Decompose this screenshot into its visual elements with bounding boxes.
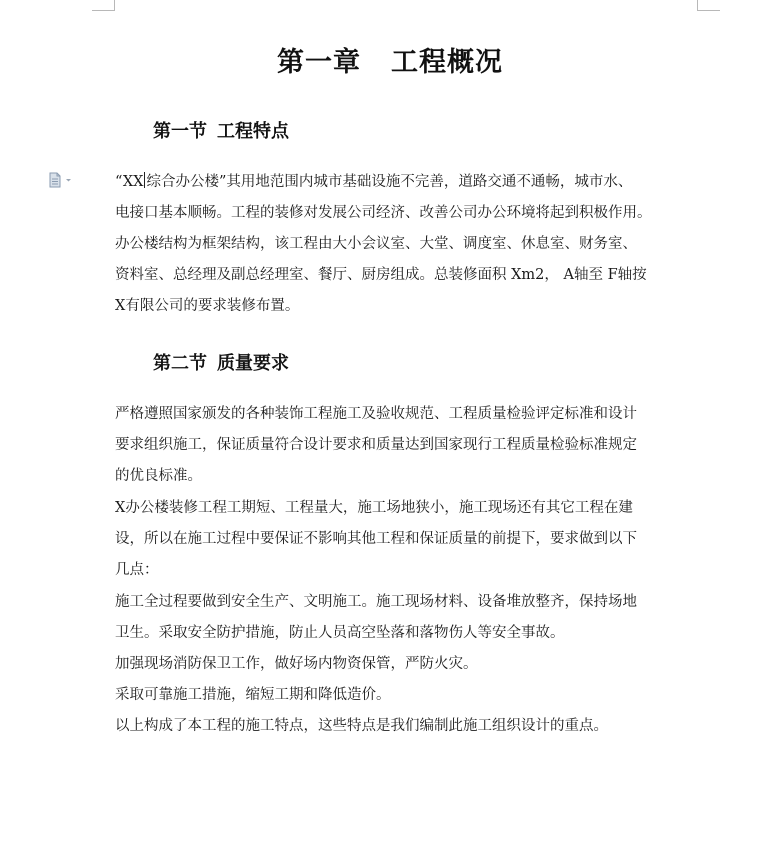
- page-corner-mark-left: [92, 0, 115, 11]
- paragraph-line: 施工全过程要做到安全生产、文明施工。施工现场材料、设备堆放整齐，保持场地: [115, 594, 637, 610]
- paragraph-line: 办公楼结构为框架结构，该工程由大小会议室、大堂、调度室、休息室、财务室、: [115, 236, 637, 252]
- chevron-down-icon: [66, 179, 71, 182]
- section-name: 质量要求: [217, 353, 289, 374]
- paragraph-line: 卫生。采取安全防护措施，防止人员高空坠落和落物伤人等安全事故。: [115, 625, 565, 641]
- paragraph-line: 的优良标准。: [115, 468, 202, 484]
- section-number: 第二节: [153, 353, 207, 374]
- document-icon: [48, 172, 74, 188]
- paragraph-line: 加强现场消防保卫工作，做好场内物资保管，严防火灾。: [115, 656, 478, 672]
- line-text-end: 综合办公楼”其用地范围内城市基础设施不完善，道路交通不通畅，城市水、: [146, 174, 633, 190]
- paragraph-line: X有限公司的要求装修布置。: [115, 298, 300, 314]
- paragraph-menu-button[interactable]: [48, 172, 74, 188]
- paragraph-line: 几点：: [115, 562, 159, 578]
- paragraph-line: [115, 172, 632, 192]
- chapter-name: 工程概况: [391, 47, 503, 78]
- paragraph-line: 电接口基本顺畅。工程的装修对发展公司经济、改善公司办公环境将起到积极作用。: [115, 205, 652, 221]
- line-text-start: “XX: [115, 174, 144, 190]
- paragraph-line: X办公楼装修工程工期短、工程量大，施工场地狭小，施工现场还有其它工程在建: [115, 500, 633, 516]
- paragraph-line: 以上构成了本工程的施工特点，这些特点是我们编制此施工组织设计的重点。: [115, 718, 608, 734]
- chapter-title: [0, 40, 780, 79]
- section-number: 第一节: [153, 121, 207, 142]
- paragraph-line: 严格遵照国家颁发的各种装饰工程施工及验收规范、工程质量检验评定标准和设计: [115, 406, 637, 422]
- chapter-number: 第一章: [277, 47, 361, 78]
- section-heading-1: [153, 117, 289, 143]
- page-corner-mark-right: [697, 0, 720, 11]
- paragraph-line: 要求组织施工，保证质量符合设计要求和质量达到国家现行工程质量检验标准规定: [115, 437, 637, 453]
- paragraph-line: 资料室、总经理及副总经理室、餐厅、厨房组成。总装修面积 Xm2， A轴至 F轴按: [115, 267, 647, 283]
- section-heading-2: [153, 349, 289, 375]
- paragraph-line: 采取可靠施工措施，缩短工期和降低造价。: [115, 687, 391, 703]
- section-name: 工程特点: [217, 121, 289, 142]
- paragraph-line: 设，所以在施工过程中要保证不影响其他工程和保证质量的前提下，要求做到以下: [115, 531, 637, 547]
